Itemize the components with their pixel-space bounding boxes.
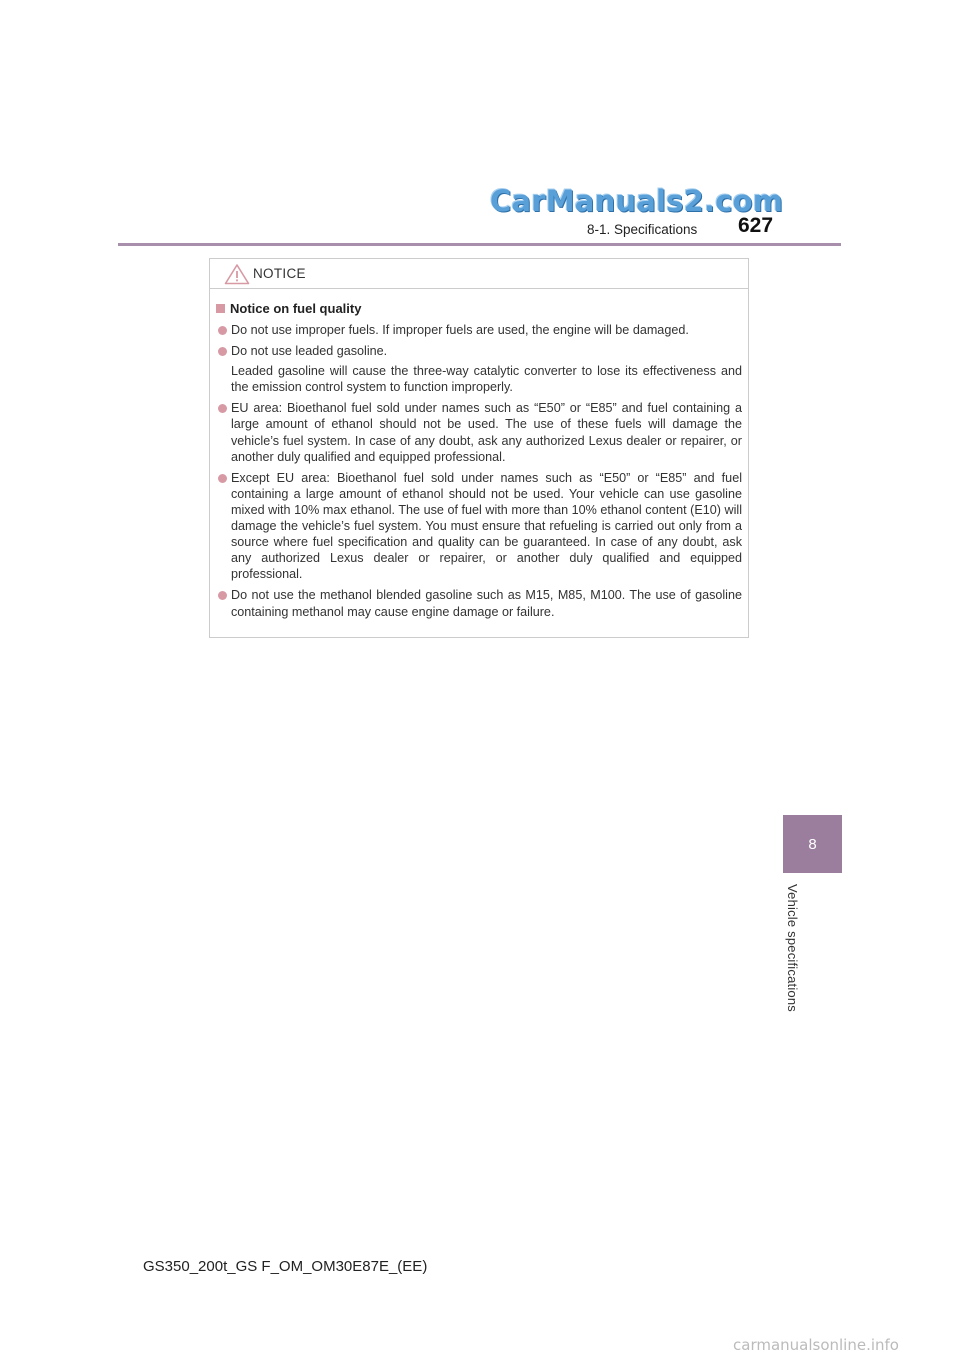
notice-title: NOTICE xyxy=(253,266,306,281)
notice-body xyxy=(210,289,748,620)
notice-header xyxy=(210,259,748,289)
list-item xyxy=(216,322,742,338)
square-bullet-icon xyxy=(216,304,225,313)
bullet-icon xyxy=(216,343,229,395)
bullet-icon xyxy=(216,587,229,619)
notice-box xyxy=(209,258,749,638)
notice-subheading xyxy=(216,301,742,316)
notice-subheading-text: Notice on fuel quality xyxy=(230,301,362,316)
list-item xyxy=(216,343,742,395)
chapter-number: 8 xyxy=(808,835,817,853)
carmanuals2-watermark: CarManuals2.com xyxy=(490,184,784,218)
list-item xyxy=(216,470,742,583)
list-item-text: Do not use leaded gasoline. xyxy=(231,344,388,359)
chapter-label-text: Vehicle specifications xyxy=(785,884,800,1012)
list-item-text: EU area: Bioethanol fuel sold under names such as “E50” or “E85” and fuel containing a large amount of ethanol should not be used. The use of these fuels will damage the vehicle’s fuel system. In case of any doubt, ask any authorized Lexus dealer or repairer, or another duly qualified and equipped professional. xyxy=(231,401,742,464)
list-item xyxy=(216,587,742,619)
list-item xyxy=(216,400,742,464)
bullet-icon xyxy=(216,322,229,338)
document-code: GS350_200t_GS F_OM_OM30E87E_(EE) xyxy=(143,1258,428,1275)
page-number: 627 xyxy=(738,214,774,237)
carmanualsonline-watermark: carmanualsonline.info xyxy=(733,1336,899,1354)
section-title: 8-1. Specifications xyxy=(587,222,698,237)
chapter-tab xyxy=(783,815,842,873)
warning-triangle-icon xyxy=(224,263,250,285)
list-item-text: Do not use the methanol blended gasoline such as M15, M85, M100. The use of gasoline containing methanol may cause engine damage or failure. xyxy=(231,588,742,619)
bullet-icon xyxy=(216,400,229,464)
chapter-label xyxy=(783,884,803,1034)
header-divider xyxy=(118,243,841,246)
bullet-icon xyxy=(216,470,229,583)
list-item-text: Except EU area: Bioethanol fuel sold under names such as “E50” or “E85” and fuel containing a large amount of ethanol should not be used. Your vehicle can use gasoline mixed with 10% max ethanol. The use of fuel with more than 10% ethanol content (E10) will damage the vehicle’s fuel system. You must ensure that refueling is carried out only from a source where fuel specification and quality can be guaranteed. In case of any doubt, ask any authorized Lexus dealer or repairer, or another duly qualified and equipped professional. xyxy=(231,470,742,582)
list-item-detail: Leaded gasoline will cause the three-way catalytic converter to lose its effectiveness and the emission control system to function improperly. xyxy=(231,364,742,395)
list-item-text: Do not use improper fuels. If improper fuels are used, the engine will be damaged. xyxy=(231,323,689,337)
